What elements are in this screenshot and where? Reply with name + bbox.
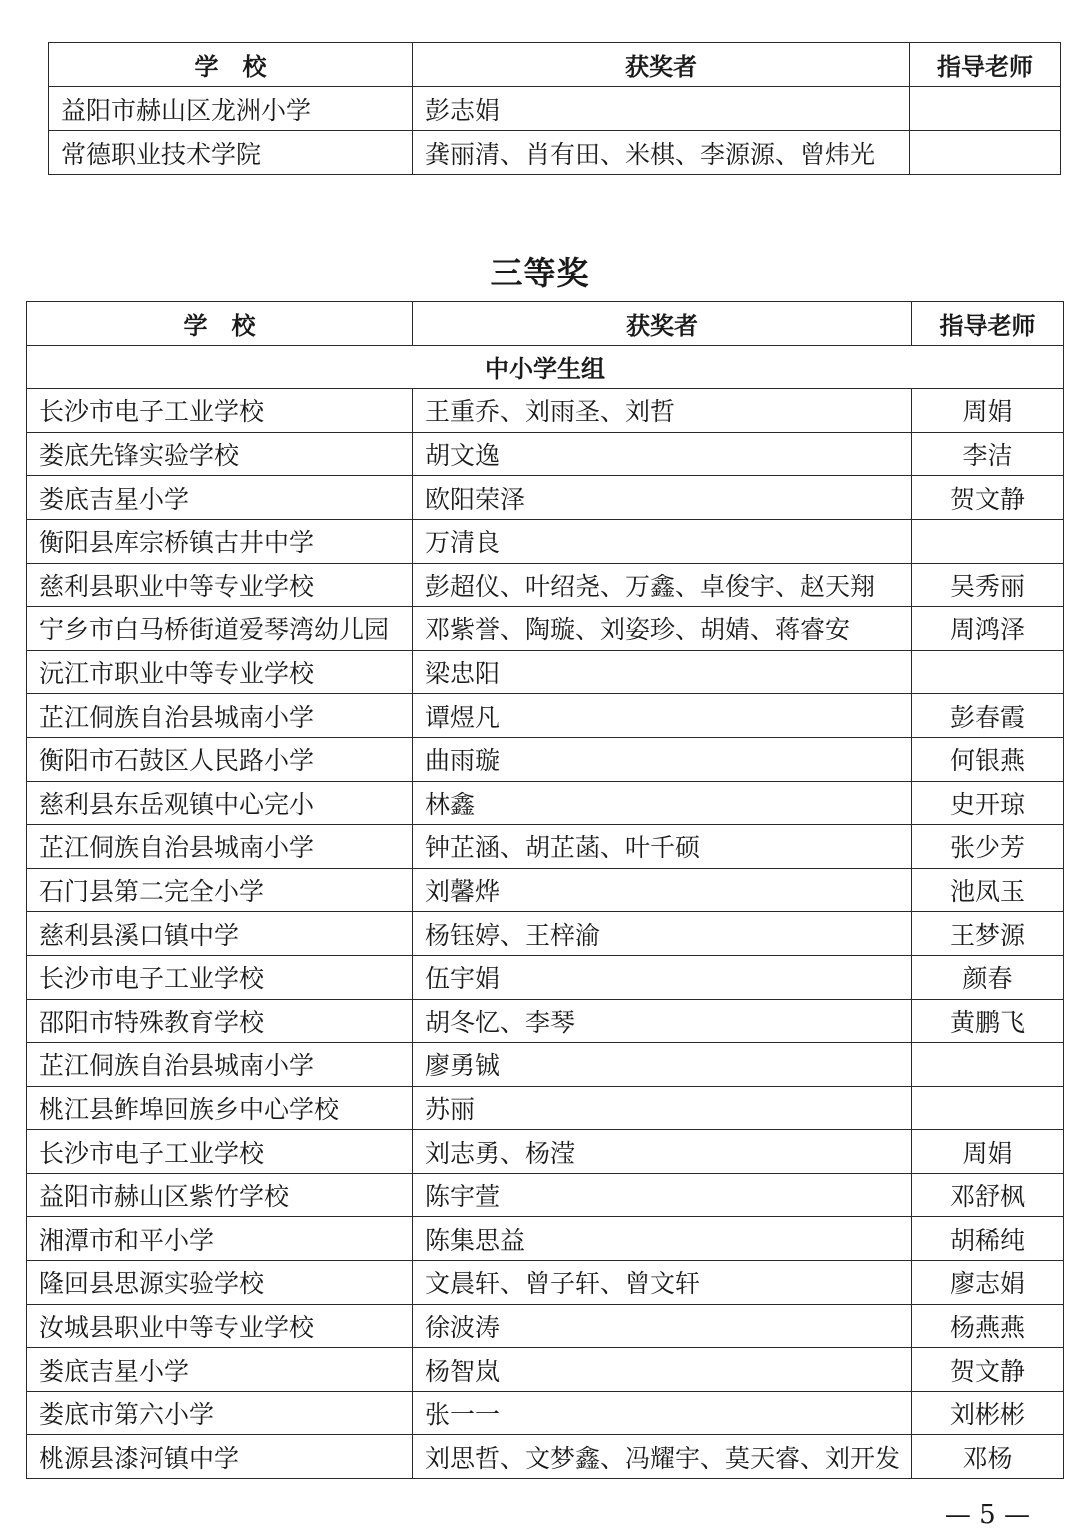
teacher-cell: 王梦源	[912, 912, 1064, 956]
teacher-cell: 颜春	[912, 955, 1064, 999]
teacher-cell: 彭春霞	[912, 694, 1064, 738]
header-school: 学 校	[27, 302, 413, 346]
group-label: 中小学生组	[27, 345, 1064, 389]
teacher-cell: 邓杨	[912, 1435, 1064, 1479]
winners-cell: 刘思哲、文梦鑫、冯耀宇、莫天睿、刘开发	[413, 1435, 912, 1479]
winners-cell: 龚丽清、肖有田、米棋、李源源、曾炜光	[413, 131, 910, 175]
winners-cell: 谭煜凡	[413, 694, 912, 738]
teacher-cell: 贺文静	[912, 1348, 1064, 1392]
school-cell: 益阳市赫山区龙洲小学	[49, 87, 413, 131]
school-cell: 湘潭市和平小学	[27, 1217, 413, 1261]
table-row	[27, 737, 1064, 781]
winners-cell: 胡冬忆、李琴	[413, 999, 912, 1043]
header-school: 学 校	[49, 43, 413, 87]
teacher-cell	[912, 519, 1064, 563]
school-cell: 常德职业技术学院	[49, 131, 413, 175]
school-cell: 汝城县职业中等专业学校	[27, 1304, 413, 1348]
table-row	[27, 1435, 1064, 1479]
winners-cell: 梁忠阳	[413, 650, 912, 694]
table-row	[27, 476, 1064, 520]
winners-cell: 曲雨璇	[413, 737, 912, 781]
school-cell: 娄底先锋实验学校	[27, 432, 413, 476]
winners-cell: 杨智岚	[413, 1348, 912, 1392]
teacher-cell: 贺文静	[912, 476, 1064, 520]
winners-cell: 廖勇铖	[413, 1043, 912, 1087]
winners-cell: 欧阳荣泽	[413, 476, 912, 520]
winners-cell: 林鑫	[413, 781, 912, 825]
winners-cell: 钟芷涵、胡芷菡、叶千硕	[413, 825, 912, 869]
winners-cell: 万清良	[413, 519, 912, 563]
winners-cell: 刘馨烨	[413, 868, 912, 912]
school-cell: 芷江侗族自治县城南小学	[27, 825, 413, 869]
winners-cell: 文晨轩、曾子轩、曾文轩	[413, 1261, 912, 1305]
school-cell: 芷江侗族自治县城南小学	[27, 1043, 413, 1087]
table-row	[27, 1304, 1064, 1348]
table-row	[27, 389, 1064, 433]
teacher-cell	[910, 87, 1061, 131]
table-row	[49, 131, 1061, 175]
winners-cell: 彭超仪、叶绍尧、万鑫、卓俊宇、赵天翔	[413, 563, 912, 607]
table-row	[27, 607, 1064, 651]
school-cell: 桃江县鲊埠回族乡中心学校	[27, 1086, 413, 1130]
teacher-cell: 黄鹏飞	[912, 999, 1064, 1043]
school-cell: 石门县第二完全小学	[27, 868, 413, 912]
school-cell: 芷江侗族自治县城南小学	[27, 694, 413, 738]
school-cell: 隆回县思源实验学校	[27, 1261, 413, 1305]
winners-cell: 伍宇娟	[413, 955, 912, 999]
table-row	[27, 1130, 1064, 1174]
header-teacher: 指导老师	[910, 43, 1061, 87]
table-row	[27, 694, 1064, 738]
table-row	[27, 1217, 1064, 1261]
table-row	[27, 912, 1064, 956]
school-cell: 长沙市电子工业学校	[27, 1130, 413, 1174]
teacher-cell: 张少芳	[912, 825, 1064, 869]
table-row	[27, 519, 1064, 563]
school-cell: 宁乡市白马桥街道爱琴湾幼儿园	[27, 607, 413, 651]
teacher-cell: 李洁	[912, 432, 1064, 476]
teacher-cell: 池凤玉	[912, 868, 1064, 912]
table-row	[27, 825, 1064, 869]
teacher-cell	[912, 1086, 1064, 1130]
teacher-cell: 吴秀丽	[912, 563, 1064, 607]
winners-cell: 刘志勇、杨滢	[413, 1130, 912, 1174]
winners-cell: 陈集思益	[413, 1217, 912, 1261]
teacher-cell: 刘彬彬	[912, 1391, 1064, 1435]
table-row	[27, 1348, 1064, 1392]
teacher-cell: 周鸿泽	[912, 607, 1064, 651]
group-row	[27, 345, 1064, 389]
header-teacher: 指导老师	[912, 302, 1064, 346]
school-cell: 邵阳市特殊教育学校	[27, 999, 413, 1043]
table-row	[27, 1173, 1064, 1217]
page-number: — 5 —	[944, 1500, 1030, 1530]
winners-cell: 胡文逸	[413, 432, 912, 476]
header-winners: 获奖者	[413, 43, 910, 87]
teacher-cell: 史开琼	[912, 781, 1064, 825]
third-prize-table	[26, 301, 1064, 1479]
award-table-continued	[48, 42, 1061, 175]
table-row	[27, 563, 1064, 607]
table-row	[27, 650, 1064, 694]
school-cell: 益阳市赫山区紫竹学校	[27, 1173, 413, 1217]
school-cell: 慈利县职业中等专业学校	[27, 563, 413, 607]
winners-cell: 彭志娟	[413, 87, 910, 131]
school-cell: 沅江市职业中等专业学校	[27, 650, 413, 694]
teacher-cell: 何银燕	[912, 737, 1064, 781]
school-cell: 长沙市电子工业学校	[27, 955, 413, 999]
school-cell: 衡阳市石鼓区人民路小学	[27, 737, 413, 781]
school-cell: 慈利县东岳观镇中心完小	[27, 781, 413, 825]
school-cell: 娄底市第六小学	[27, 1391, 413, 1435]
teacher-cell: 廖志娟	[912, 1261, 1064, 1305]
teacher-cell: 周娟	[912, 1130, 1064, 1174]
table-row	[27, 1086, 1064, 1130]
school-cell: 娄底吉星小学	[27, 1348, 413, 1392]
winners-cell: 杨钰婷、王梓渝	[413, 912, 912, 956]
teacher-cell	[912, 650, 1064, 694]
table-row	[27, 1043, 1064, 1087]
teacher-cell	[910, 131, 1061, 175]
table-row	[27, 1391, 1064, 1435]
winners-cell: 苏丽	[413, 1086, 912, 1130]
winners-cell: 徐波涛	[413, 1304, 912, 1348]
table-row	[27, 868, 1064, 912]
school-cell: 慈利县溪口镇中学	[27, 912, 413, 956]
header-winners: 获奖者	[413, 302, 912, 346]
table-row	[27, 432, 1064, 476]
table-header-row	[27, 302, 1064, 346]
teacher-cell	[912, 1043, 1064, 1087]
table-row	[49, 87, 1061, 131]
table-row	[27, 955, 1064, 999]
winners-cell: 陈宇萱	[413, 1173, 912, 1217]
table-row	[27, 1261, 1064, 1305]
school-cell: 桃源县漆河镇中学	[27, 1435, 413, 1479]
teacher-cell: 胡稀纯	[912, 1217, 1064, 1261]
section-title: 三等奖	[490, 254, 590, 292]
winners-cell: 张一一	[413, 1391, 912, 1435]
table-header-row	[49, 43, 1061, 87]
table-row	[27, 781, 1064, 825]
teacher-cell: 邓舒枫	[912, 1173, 1064, 1217]
school-cell: 长沙市电子工业学校	[27, 389, 413, 433]
teacher-cell: 杨燕燕	[912, 1304, 1064, 1348]
school-cell: 衡阳县库宗桥镇古井中学	[27, 519, 413, 563]
table-row	[27, 999, 1064, 1043]
winners-cell: 王重乔、刘雨圣、刘哲	[413, 389, 912, 433]
school-cell: 娄底吉星小学	[27, 476, 413, 520]
winners-cell: 邓紫誉、陶璇、刘姿珍、胡婧、蒋睿安	[413, 607, 912, 651]
teacher-cell: 周娟	[912, 389, 1064, 433]
